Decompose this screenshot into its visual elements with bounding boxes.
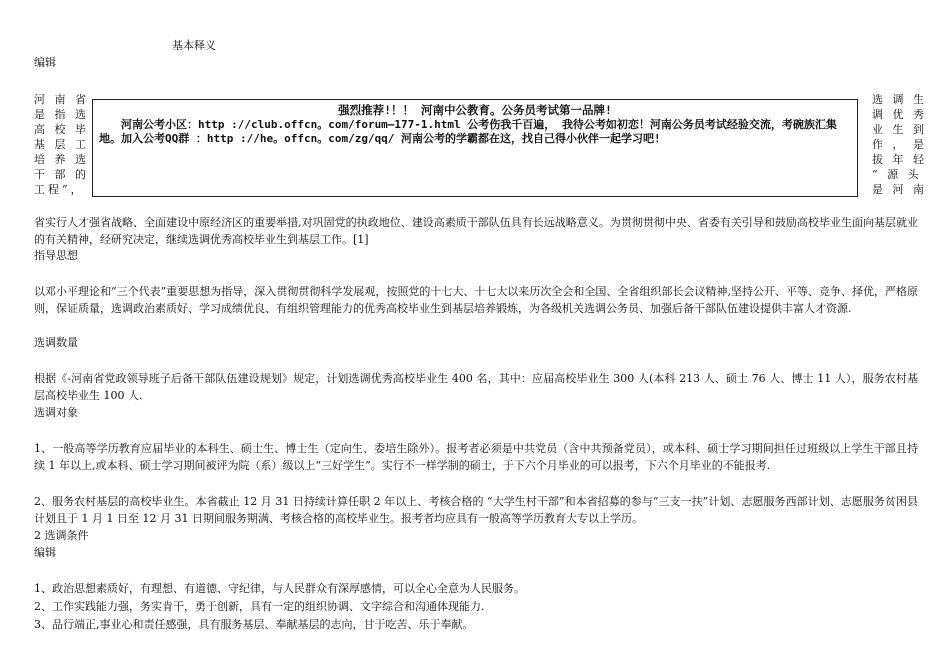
- left-wrap-line: 是 指 选: [34, 108, 89, 121]
- heading-quantity: 选调数量: [34, 336, 78, 349]
- promo-box: [92, 99, 858, 197]
- right-wrap-line: 调 优 秀: [872, 108, 927, 121]
- promo-title: 强烈推荐!！！ 河南中公教育。公务员考试第一品牌!: [338, 103, 612, 117]
- conditions-item-2: 2、工作实践能力强，务实肯干，勇于创新，具有一定的组织协调、文字综合和沟通体现能力.: [34, 600, 485, 613]
- heading-guiding-ideology: 指导思想: [34, 249, 78, 262]
- conditions-item-1: 1、政治思想素质好，有理想、有道德、守纪律，与人民群众有深厚感情，可以全心全意为人民服务。: [34, 582, 525, 595]
- quantity-paragraph: 根据《-河南省党政领导班子后备干部队伍建设规划》规定，计划选调优秀高校毕业生 400 名，其中：应届高校毕业生 300 人(本科 213 人、硕士 76 人、博士 11 人），服务农村基层高校毕业生 100 人.: [34, 372, 918, 402]
- right-wrap-line: 拔 年 轻: [872, 153, 927, 166]
- right-wrap-line: 业 生 到: [872, 123, 927, 136]
- left-wrap-line: 河 南 省: [34, 93, 89, 106]
- left-wrap-column: [34, 92, 89, 197]
- left-wrap-line: 高 校 毕: [34, 123, 89, 136]
- heading-conditions: 2 选调条件: [34, 529, 89, 542]
- section-title-basic-definition: 基本释义: [172, 39, 216, 52]
- right-wrap-line: 选 调 生: [872, 93, 927, 106]
- left-wrap-line: 基 层 工: [34, 138, 89, 151]
- left-wrap-line: 干 部 的: [34, 168, 89, 181]
- left-wrap-line: 工程”，: [34, 183, 85, 196]
- targets-item-1: 1、一般高等学历教育应届毕业的本科生、硕士生、博士生（定向生、委培生除外）。报考者必须是中共党员（含中共预备党员），或本科、硕士学习期间担任过班级以上学生干部且持续 1 年以上,或本科、硕士学习期间被评为院（系）级以上“三好学生”。实行不一样学制的硕士，于下六个月毕业的可以报考，下六个月毕业的不能报考.: [34, 442, 918, 472]
- edit-link[interactable]: 编辑: [34, 56, 56, 69]
- left-wrap-line: 培 养 选: [34, 153, 89, 166]
- promo-body: 河南公考小区：http ://club.offcn。com/forum—177-1.html 公考伤我千百遍， 我待公考如初恋！河南公务员考试经验交流，考碗族汇集地。加入公考QQ群 ：http ://he。offcn。com/zg/qq/ 河南公考的学霸都在这，找自己得小伙伴一起学习吧!: [99, 118, 837, 145]
- right-wrap-line: “ 源 头: [872, 168, 922, 181]
- intro-paragraph: 省实行人才强省战略、全面建设中原经济区的重要举措,对巩固党的执政地位、建设高素质干部队伍具有长远战略意义。为贯彻贯彻中央、省委有关引导和鼓励高校毕业生面向基层就业的有关精神，经研究决定，继续选调优秀高校毕业生到基层工作。[1]: [34, 216, 918, 246]
- right-wrap-column: [872, 92, 927, 197]
- heading-targets: 选调对象: [34, 406, 78, 419]
- right-wrap-line: 作 ， 是: [872, 138, 927, 151]
- conditions-item-3: 3、品行端正,事业心和责任感强，具有服务基层、奉献基层的志向，甘于吃苦、乐于奉献。: [34, 618, 474, 631]
- right-wrap-line: 是 河 南: [872, 183, 927, 196]
- guiding-paragraph: 以邓小平理论和“三个代表”重要思想为指导，深入贯彻贯彻科学发展观，按照党的十七大、十七大以来历次全会和全国、全省组织部长会议精神,坚持公开、平等、竞争、择优，严格原则，保证质量，选调政治素质好、学习成绩优良、有组织管理能力的优秀高校毕业生到基层培养锻炼，为各级机关选调公务员、加强后备干部队伍建设提供丰富人才资源.: [34, 285, 918, 315]
- edit-link[interactable]: 编辑: [34, 546, 56, 559]
- targets-item-2: 2、服务农村基层的高校毕业生。本省截止 12 月 31 日持续计算任职 2 年以上、考核合格的 “大学生村干部”和本省招募的参与“三支一扶”计划、志愿服务西部计划、志愿服务贫困县计划且于 1 月 1 日至 12 月 31 日期间服务期满、考核合格的高校毕业生。报考者均应具有一般高等学历教育大专以上学历。: [34, 495, 918, 525]
